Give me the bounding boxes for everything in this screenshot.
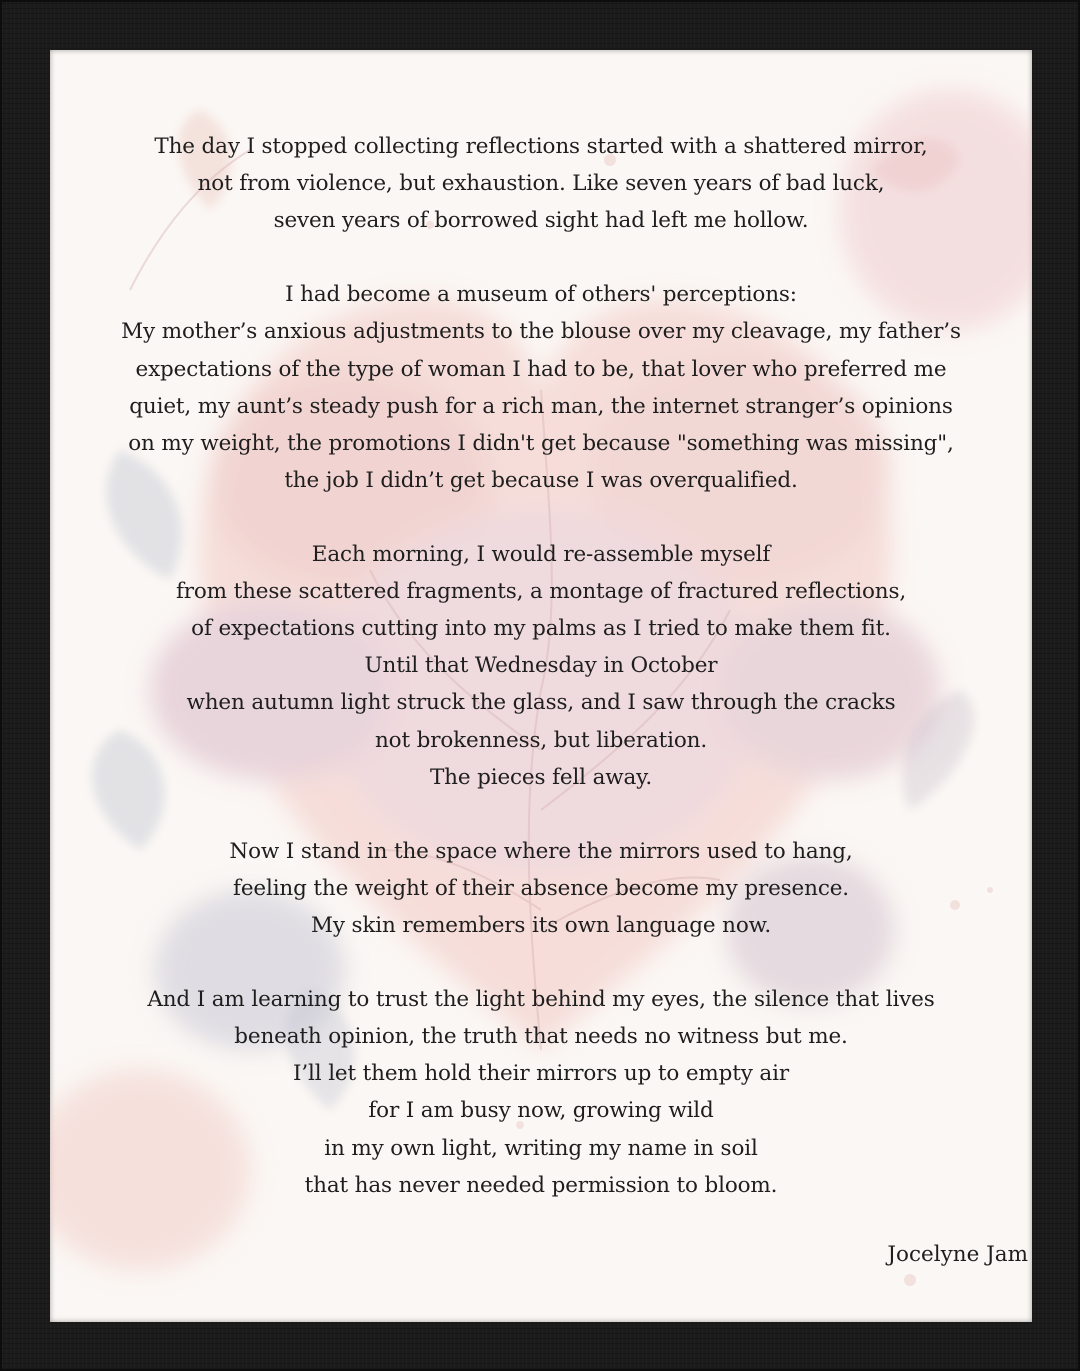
poem-line: The pieces fell away.	[429, 764, 653, 790]
poem-line: And I am learning to trust the light behind my eyes, the silence that lives	[147, 987, 935, 1013]
poem-line: for I am busy now, growing wild	[368, 1098, 714, 1124]
poem-line: feeling the weight of their absence become my presence.	[233, 875, 849, 901]
poem-line: when autumn light struck the glass, and I saw through the cracks	[186, 690, 896, 716]
poem-line: Each morning, I would re-assemble myself	[311, 542, 771, 568]
poem-line: the job I didn’t get because I was overqualified.	[284, 467, 798, 493]
poem-line: from these scattered fragments, a montage of fractured reflections,	[175, 579, 907, 605]
poem-line: I had become a museum of others' perceptions:	[285, 282, 797, 308]
poem-line: My mother’s anxious adjustments to the blouse over my cleavage, my father’s	[121, 319, 961, 345]
poem-line: My skin remembers its own language now.	[310, 912, 772, 938]
author-signature: Jocelyne Jam	[887, 1242, 1028, 1267]
poem-line: not from violence, but exhaustion. Like seven years of bad luck,	[197, 171, 885, 197]
poem-line: not brokenness, but liberation.	[374, 727, 708, 753]
poem-stanza-4	[50, 833, 1032, 944]
poem-line: expectations of the type of woman I had to be, that lover who preferred me	[135, 356, 947, 382]
poem-stanza-5	[50, 981, 1032, 1204]
poem-line: Now I stand in the space where the mirrors used to hang,	[229, 838, 853, 864]
poem-line: I’ll let them hold their mirrors up to empty air	[293, 1061, 789, 1087]
poem-line: on my weight, the promotions I didn't get because "something was missing",	[128, 430, 954, 456]
poem-stanza-2	[50, 276, 1032, 499]
poem-line: in my own light, writing my name in soil	[324, 1135, 758, 1161]
poem-paper	[50, 50, 1032, 1322]
poem-line: The day I stopped collecting reflections started with a shattered mirror,	[154, 134, 928, 159]
poem-line: of expectations cutting into my palms as I tried to make them fit.	[191, 616, 891, 642]
poem-body	[50, 128, 1032, 1241]
poem-line: that has never needed permission to bloom.	[304, 1172, 778, 1198]
poem-line: seven years of borrowed sight had left me hollow.	[273, 208, 809, 234]
poem-stanza-1	[50, 128, 1032, 239]
poem-line: Until that Wednesday in October	[364, 653, 718, 679]
poem-line: quiet, my aunt’s steady push for a rich man, the internet stranger’s opinions	[129, 393, 953, 419]
poem-line: beneath opinion, the truth that needs no witness but me.	[234, 1024, 848, 1050]
poem-stanza-3	[50, 536, 1032, 796]
